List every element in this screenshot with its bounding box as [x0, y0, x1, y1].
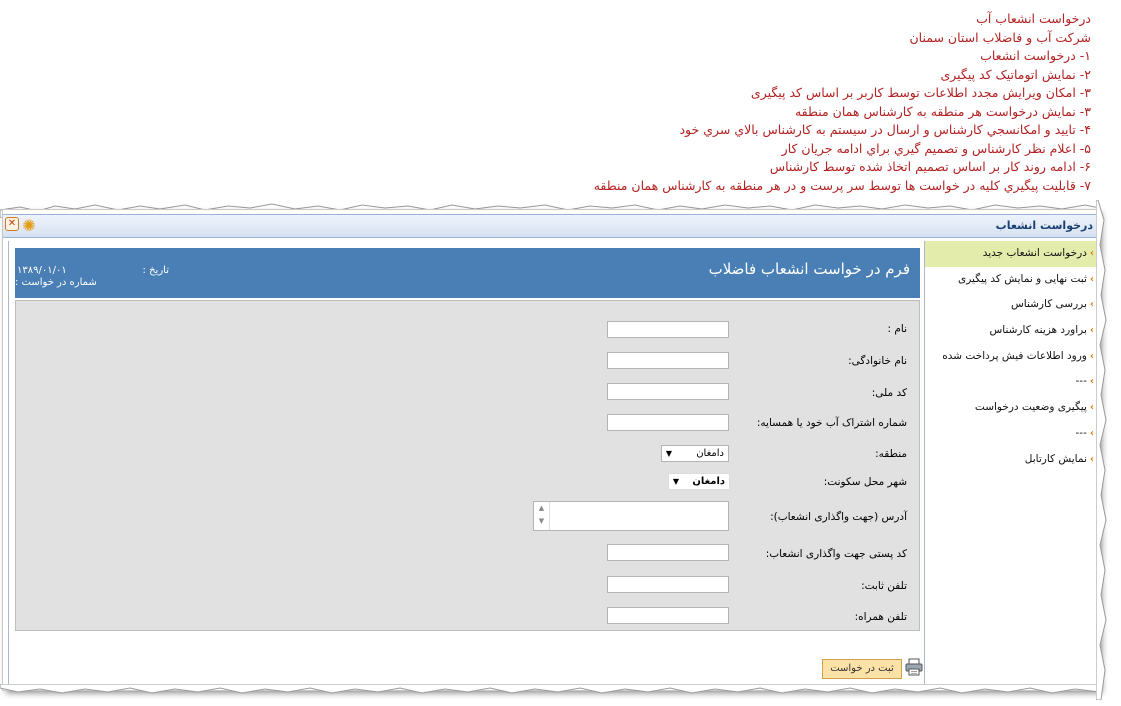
postal-code-label: کد پستی جهت واگذاری انشعاب: [765, 548, 907, 560]
chevron-down-icon: ▼ [665, 449, 673, 458]
address-label: آدرس (جهت واگذاری انشعاب): [770, 511, 907, 523]
description-line: درخواست انشعاب آب [976, 11, 1091, 26]
gear-icon[interactable]: ✺ [22, 215, 36, 235]
description-line: ۷- قابلیت پیگیري کلیه در خواست ها توسط سر پرست و در هر منطقه به کارشناس همان منطقه [593, 177, 1091, 193]
close-icon[interactable]: ✕ [5, 217, 19, 231]
description-line: شرکت آب و فاضلاب استان سمنان [909, 29, 1091, 45]
description-line: ۵- اعلام نظر کارشناس و تصمیم گیري براي ادامه جریان کار [781, 140, 1091, 156]
chevron-down-icon: ▼ [672, 477, 680, 486]
family-label: نام خانوادگی: [848, 355, 907, 367]
region-select-value: دامغان [696, 448, 724, 459]
request-number-label: شماره در خواست : [15, 277, 97, 288]
sidebar-item-new-request[interactable] [925, 241, 1098, 267]
phone-field[interactable] [607, 576, 729, 593]
sidebar-item-label: --- [1075, 426, 1087, 439]
sidebar-item-label: ورود اطلاعات فیش پرداخت شده [942, 349, 1087, 362]
sidebar-item-payment-info[interactable] [925, 344, 1098, 370]
description-block [531, 10, 1091, 195]
torn-edge-bottom [0, 684, 1121, 706]
description-line: ۱- درخواست انشعاب [980, 48, 1091, 63]
form-title: فرم در خواست انشعاب فاضلاب [708, 260, 910, 278]
chevron-icon: › [1089, 402, 1094, 414]
sidebar-item-separator[interactable] [925, 369, 1098, 395]
national-code-label: کد ملی: [871, 387, 907, 399]
sidebar-item-track-status[interactable] [925, 395, 1098, 421]
city-label: شهر محل سکونت: [823, 476, 907, 488]
app-window [3, 210, 1099, 690]
sidebar-item-label: براورد هزینه کارشناس [989, 324, 1087, 337]
scrollbar[interactable]: ▲ ▼ [534, 502, 550, 530]
sidebar-item-label: بررسی کارشناس [1010, 298, 1087, 311]
form-header [15, 248, 920, 298]
chevron-icon: › [1089, 350, 1094, 362]
sidebar-item-separator[interactable] [925, 421, 1098, 447]
description-line: ۴- تایید و امکانسجي کارشناس و ارسال در سیستم به کارشناس بالاي سري خود [679, 122, 1091, 137]
sidebar-item-label: --- [1075, 375, 1087, 388]
description-line: ۳- نمایش درخواست هر منطقه به کارشناس همان منطقه [794, 103, 1091, 119]
national-code-field[interactable] [607, 383, 729, 400]
description-line: ۲- نمایش اتوماتیک کد پیگیری [940, 66, 1091, 82]
region-select[interactable] [661, 445, 729, 462]
name-field[interactable] [607, 321, 729, 338]
postal-code-field[interactable] [607, 544, 729, 561]
main-content [8, 241, 924, 687]
sidebar-item-final-register[interactable] [925, 267, 1098, 293]
chevron-icon: › [1089, 299, 1094, 311]
date-value: ۱۳۸۹/۰۱/۰۱ [17, 265, 67, 276]
form-body [15, 300, 920, 631]
city-select[interactable] [668, 473, 730, 490]
subscription-field[interactable] [607, 414, 729, 431]
sidebar-item-cartable[interactable] [925, 447, 1098, 473]
chevron-icon: › [1089, 248, 1094, 259]
phone-label: تلفن ثابت: [861, 580, 907, 592]
chevron-icon: › [1089, 273, 1094, 285]
date-label: تاریخ : [142, 265, 169, 276]
mobile-label: تلفن همراه: [854, 611, 907, 623]
mobile-field[interactable] [607, 607, 729, 624]
torn-edge-right [1096, 200, 1121, 700]
chevron-icon: › [1089, 453, 1094, 465]
chevron-icon: › [1089, 325, 1094, 337]
chevron-icon: › [1089, 376, 1094, 388]
printer-icon[interactable] [905, 658, 923, 676]
form-meta [15, 265, 175, 289]
region-label: منطقه: [875, 448, 907, 460]
window-title: درخواست انشعاب [995, 219, 1093, 232]
address-textarea[interactable] [533, 501, 729, 531]
description-line: ۶- ادامه روند کار بر اساس تصمیم اتخاذ شده توسط کارشناس [769, 159, 1091, 174]
description-line: ۳- امکان ویرایش مجدد اطلاعات توسط کاربر بر اساس کد پیگیری [750, 85, 1091, 100]
city-select-value: دامغان [692, 476, 725, 487]
sidebar-item-label: درخواست انشعاب جدید [982, 247, 1087, 259]
family-field[interactable] [607, 352, 729, 369]
name-label: نام : [887, 323, 907, 335]
subscription-label: شماره اشتراک آب خود یا همسایه: [756, 417, 907, 429]
sidebar-item-label: نمایش کارتابل [1024, 452, 1087, 465]
submit-request-button[interactable]: ثبت در خواست [822, 659, 902, 679]
chevron-icon: › [1089, 427, 1094, 439]
sidebar-item-expert-review[interactable] [925, 292, 1098, 318]
window-titlebar [3, 214, 1099, 238]
side-menu [924, 241, 1099, 687]
sidebar-item-label: ثبت نهایی و نمایش کد پیگیری [957, 272, 1087, 285]
sidebar-item-label: پیگیری وضعیت درخواست [974, 401, 1087, 414]
sidebar-item-cost-estimate[interactable] [925, 318, 1098, 344]
